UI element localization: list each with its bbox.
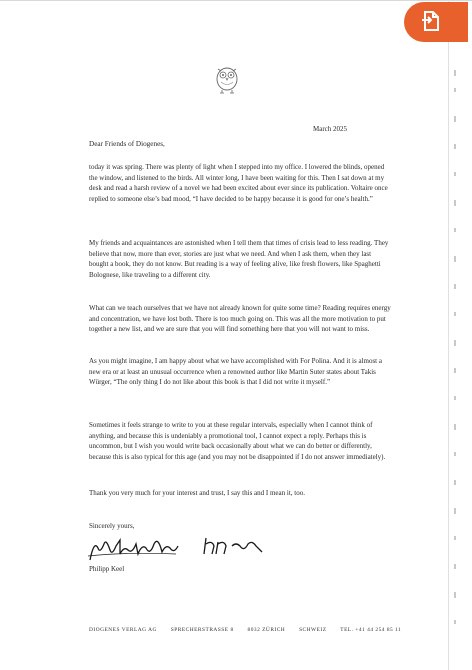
salutation: Dear Friends of Diogenes, — [89, 140, 165, 148]
footer-street: SPRECHERSTRASSE 8 — [170, 627, 234, 633]
paragraph-1: today it was spring. There was plenty of light when I stepped into my office. I lowered the blinds, opened the window, and listened to the birds. All winter long, I have been waiting for this. Then I sat down at my desk and read a harsh review of a novel we had been excited about ever since its publication. Voltaire once replied to someone else’s bad mood, “I have decided to be happy because it is good for one’s health.” — [89, 163, 388, 203]
paragraph-6: Thank you very much for your interest and trust, I say this and I mean it, too. — [89, 489, 305, 497]
margin-marks — [450, 60, 470, 660]
signature-image — [86, 530, 276, 564]
footer-country: SCHWEIZ — [299, 627, 327, 633]
letter-footer — [89, 627, 413, 633]
page-top-edge — [0, 0, 472, 1]
signer-name: Philipp Keel — [89, 565, 125, 573]
footer-phone: TEL. +41 44 254 85 11 — [340, 627, 402, 633]
footer-company: DIOGENES VERLAG AG — [89, 627, 157, 633]
reader-badge-button[interactable] — [404, 2, 468, 42]
owl-icon — [212, 62, 242, 94]
paragraph-3: What can we teach ourselves that we have not already known for quite some time? Reading requires energy and concentration, we have lost both. There is too much going on. This was all the more motivation to put together a new list, and we are sure that you will find something here that you will not want to miss. — [89, 304, 391, 334]
paragraph-5: Sometimes it feels strange to write to you at these regular intervals, especially when I cannot think of anything, and because this is undeniably a promotional tool, I cannot expect a reply. Perhaps this is uncommon, but I wish you would write back occasionally about what we can do better or differently, because this is also typical for this age (and you may not be disappointed if I do not answer immediately). — [89, 421, 386, 461]
paragraph-4: As you might imagine, I am happy about what we have accomplished with For Polina. And it is almost a new era or at least an unusual occurrence when a renowned author like Martin Suter states about Takis Würger, “The only thing I do not like about this book is that I did not write it myself.” — [89, 357, 382, 387]
letter-date: March 2025 — [313, 125, 348, 133]
paragraph-2: My friends and acquaintances are astonished when I tell them that times of crisis lead to less reading. They believe that now, more than ever, stories are just what we need. And when I ask them, when they last bought a book, they do not know. But reading is a way of feeling alive, like fresh flowers, like Spaghetti Bolognese, like traveling to a different city. — [89, 239, 389, 279]
closing: Sincerely yours, — [89, 522, 135, 530]
page-right-edge — [448, 0, 449, 670]
footer-city: 8032 ZÜRICH — [247, 627, 286, 633]
pdf-reader-icon — [420, 9, 444, 35]
